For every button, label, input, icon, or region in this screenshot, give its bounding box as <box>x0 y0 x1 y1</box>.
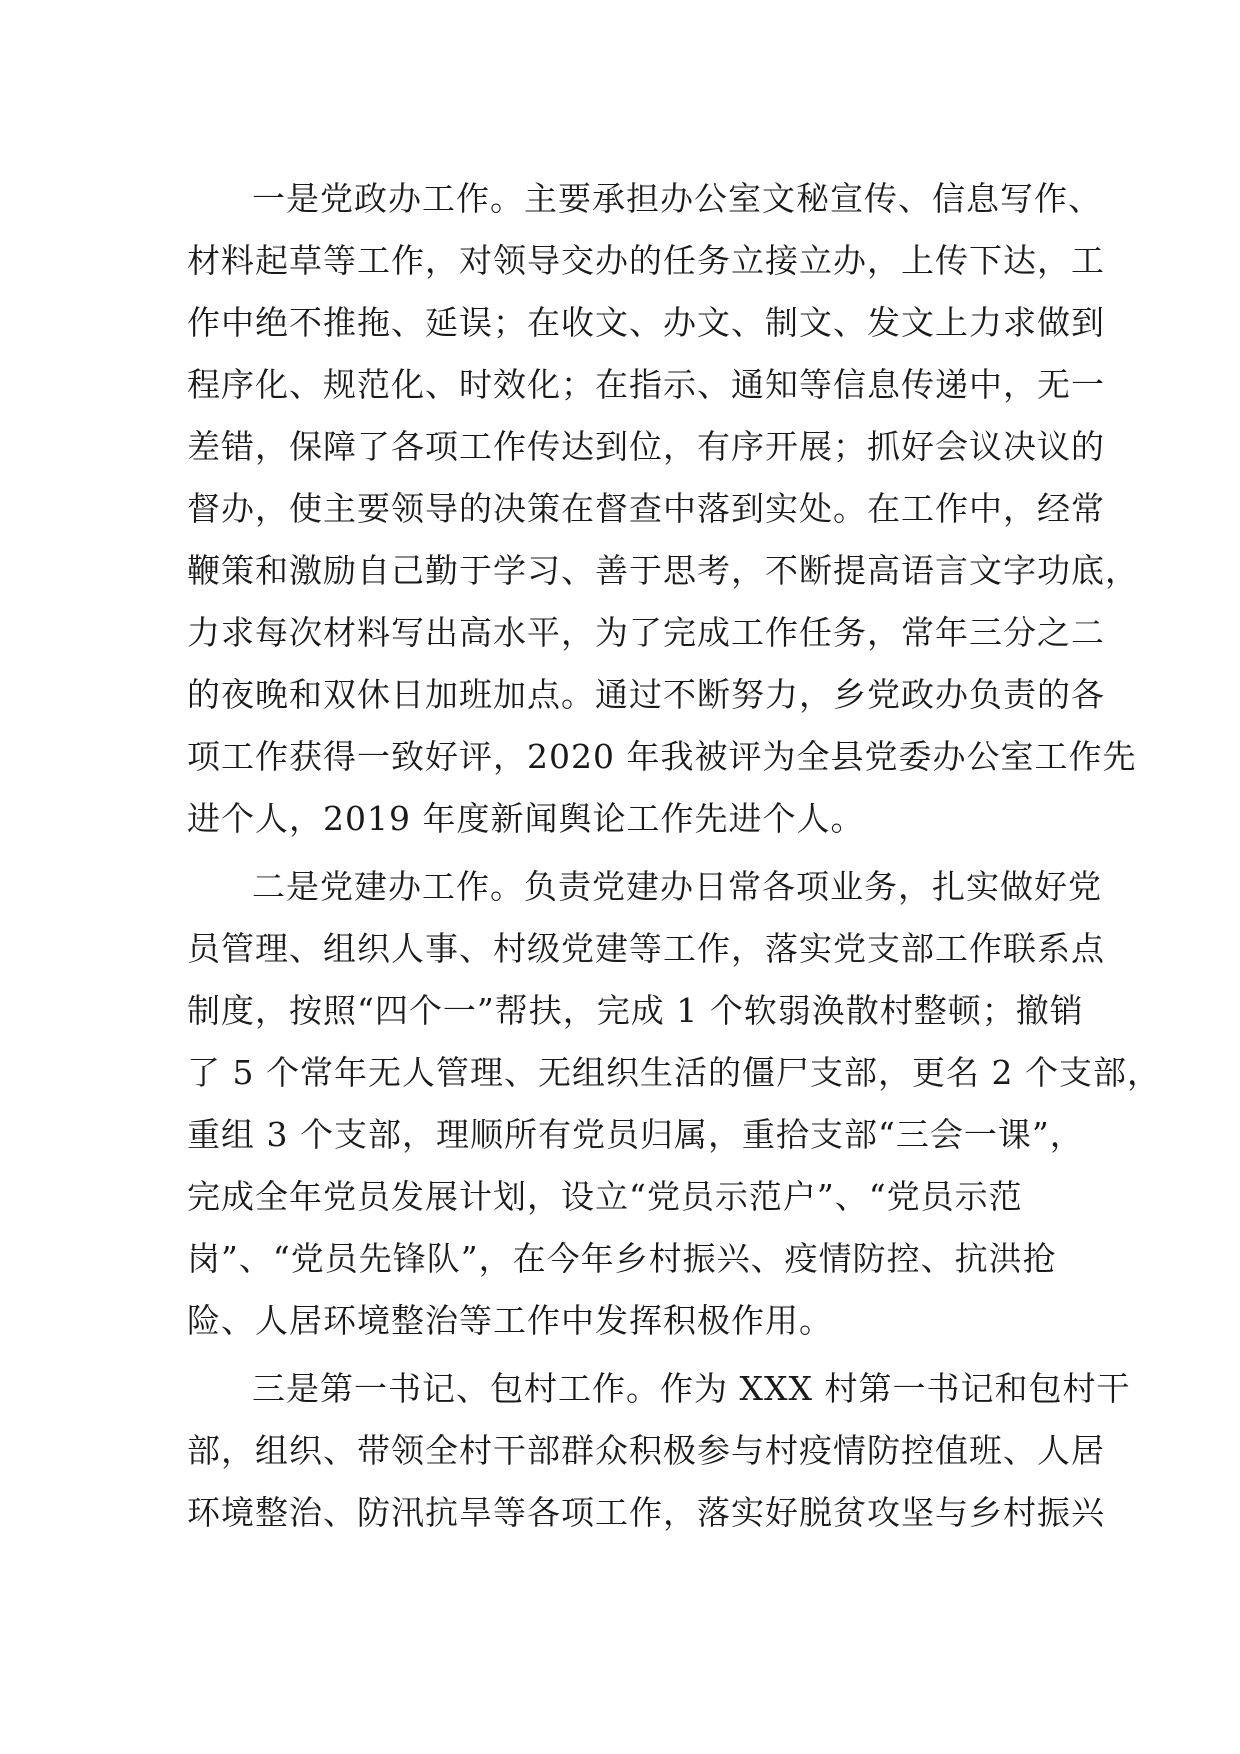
text-line: 环境整治、防汛抗旱等各项工作，落实好脱贫攻坚与乡村振兴 <box>187 1493 1105 1532</box>
text-line: 鞭策和激励自己勤于学习、善于思考，不断提高语言文字功底， <box>187 551 1139 590</box>
text-line: 三是第一书记、包村工作。作为 XXX 村第一书记和包村干 <box>252 1369 1131 1408</box>
text-line: 员管理、组织人事、村级党建等工作，落实党支部工作联系点 <box>187 929 1105 968</box>
text-line: 督办，使主要领导的决策在督查中落到实处。在工作中，经常 <box>187 489 1105 528</box>
text-line: 了 5 个常年无人管理、无组织生活的僵尸支部，更名 2 个支部， <box>187 1053 1161 1092</box>
text-line: 差错，保障了各项工作传达到位，有序开展；抓好会议决议的 <box>187 427 1105 466</box>
text-line: 材料起草等工作，对领导交办的任务立接立办，上传下达，工 <box>187 241 1105 280</box>
text-line: 完成全年党员发展计划，设立“党员示范户”、“党员示范 <box>187 1177 1023 1216</box>
document-body <box>187 168 1161 1544</box>
paragraph-party-building-office <box>187 856 1161 1352</box>
text-line: 二是党建办工作。负责党建办日常各项业务，扎实做好党 <box>252 867 1102 906</box>
text-line: 险、人居环境整治等工作中发挥积极作用。 <box>187 1301 833 1340</box>
text-line: 进个人，2019 年度新闻舆论工作先进个人。 <box>187 799 865 838</box>
text-line: 重组 3 个支部，理顺所有党员归属，重拾支部“三会一课”， <box>187 1115 1084 1154</box>
text-line: 作中绝不推拖、延误；在收文、办文、制文、发文上力求做到 <box>187 303 1105 342</box>
text-line: 岗”、“党员先锋队”，在今年乡村振兴、疫情防控、抗洪抢 <box>187 1239 1057 1278</box>
text-line: 项工作获得一致好评，2020 年我被评为全县党委办公室工作先 <box>187 737 1137 776</box>
text-line: 力求每次材料写出高水平，为了完成工作任务，常年三分之二 <box>187 613 1105 652</box>
text-line: 部，组织、带领全村干部群众积极参与村疫情防控值班、人居 <box>187 1431 1105 1470</box>
paragraph-party-government-office <box>187 168 1139 850</box>
text-line: 的夜晚和双休日加班加点。通过不断努力，乡党政办负责的各 <box>187 675 1105 714</box>
paragraph-first-secretary-village-work <box>187 1358 1131 1544</box>
text-line: 制度，按照“四个一”帮扶，完成 1 个软弱涣散村整顿；撤销 <box>187 991 1084 1030</box>
text-line: 一是党政办工作。主要承担办公室文秘宣传、信息写作、 <box>252 179 1102 218</box>
text-line: 程序化、规范化、时效化；在指示、通知等信息传递中，无一 <box>187 365 1105 404</box>
